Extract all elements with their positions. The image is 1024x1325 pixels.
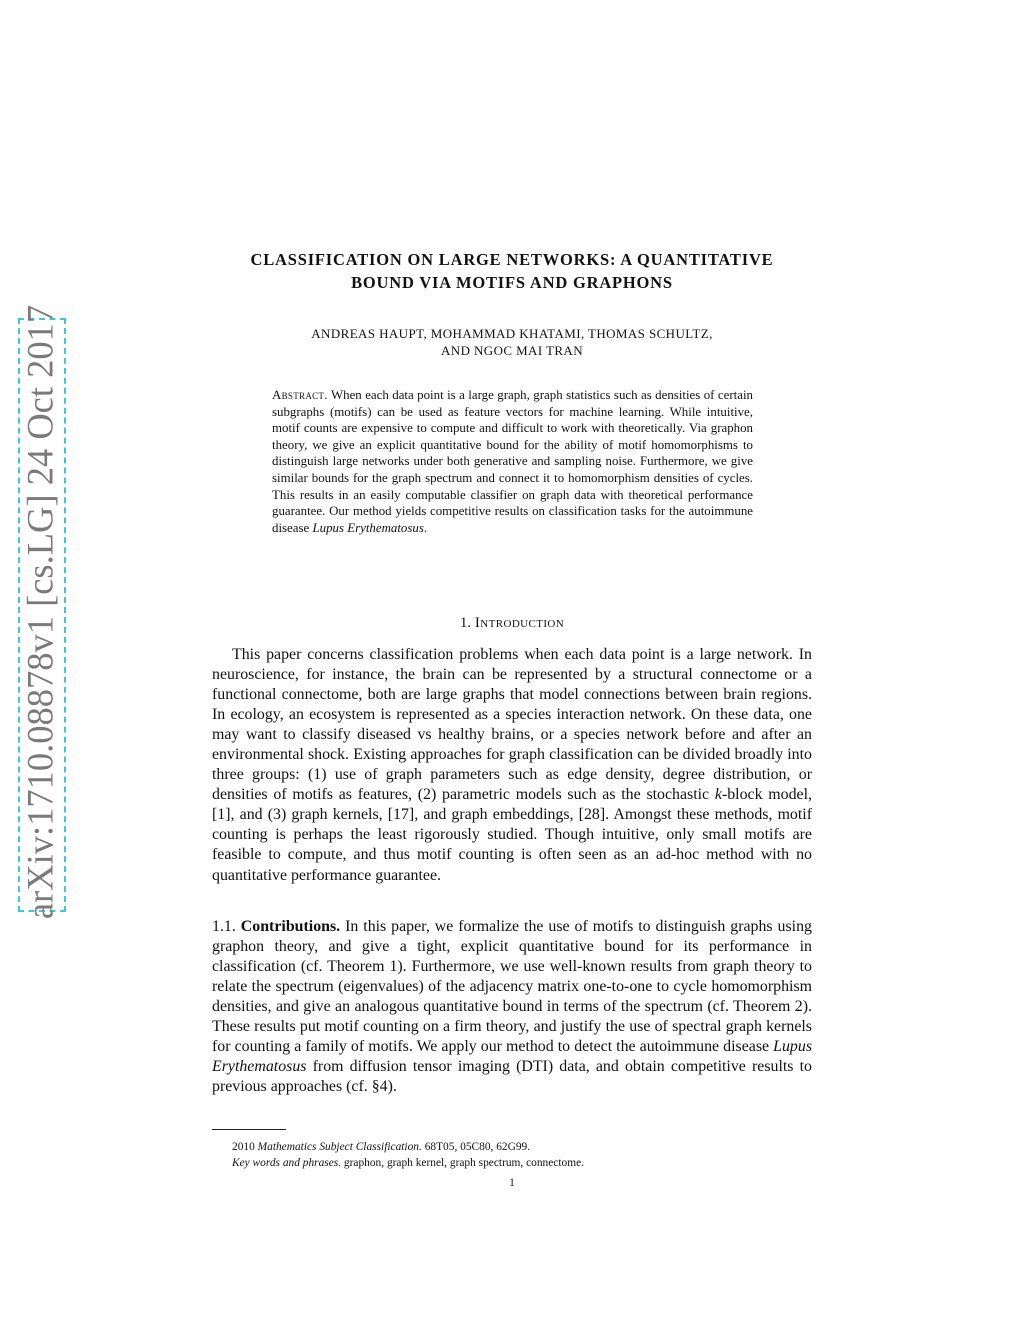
subsection-title: Contributions. <box>240 918 341 935</box>
author-list <box>212 325 812 359</box>
contributions-text-a: In this paper, we formalize the use of motifs to distinguish graphs using graphon theory, and give a tight, explicit quantitative bound for its performance in classification (cf. Theorem 1). Furthermore, we use well-known results from graph theory to relate the spectrum (eigenvalues) of the adjacency matrix one-to-one to cycle homomorphism densities, and give an analogous quantitative bound in terms of the spectrum (cf. Theorem 2). These results put motif counting on a firm theory, and justify the use of spectral graph kernels for counting a family of motifs. We apply our method to detect the autoimmune disease <box>212 918 812 1056</box>
title-line-1: CLASSIFICATION ON LARGE NETWORKS: A QUANTITATIVE <box>250 250 774 269</box>
intro-paragraph <box>212 645 812 886</box>
footnote-keywords <box>232 1155 812 1171</box>
contributions-text-b: from diffusion tensor imaging (DTI) data, and obtain competitive results to previous approaches (cf. §4). <box>212 1058 812 1096</box>
msc-codes: 68T05, 05C80, 62G99. <box>424 1141 531 1153</box>
abstract <box>272 387 753 536</box>
msc-label: Mathematics Subject Classification. <box>257 1141 422 1153</box>
authors-line-2: AND NGOC MAI TRAN <box>441 343 583 358</box>
intro-text-b: -block model, [1], and (3) graph kernels, [17], and graph embeddings, [28]. Amongst these methods, motif counting is perhaps the least rigorously studied. Though intuitive, only small motifs are feasible to compute, and thus motif counting is often seen as an ad-hoc method with no quantitative performance guarantee. <box>212 786 812 884</box>
contributions-disease: Lupus Erythematosus <box>212 1038 812 1076</box>
abstract-label: Abstract. <box>272 388 328 402</box>
footnote-rule <box>212 1129 286 1130</box>
abstract-end: . <box>423 520 428 535</box>
intro-text-a: This paper concerns classification problems when each data point is a large network. In neuroscience, for instance, the brain can be represented by a structural connectome or a functional connectome, both are large graphs that model connections between brain regions. In ecology, an ecosystem is represented as a species interaction network. On these data, one may want to classify diseased vs healthy brains, or a species network before and after an environmental shock. Existing approaches for graph classification can be divided broadly into three groups: (1) use of graph parameters such as edge density, degree distribution, or densities of motifs as features, (2) parametric models such as the stochastic <box>212 646 812 804</box>
section-title: Introduction <box>474 615 565 631</box>
abstract-text: When each data point is a large graph, graph statistics such as densities of certain subgraphs (motifs) can be used as feature vectors for machine learning. While intuitive, motif counts are expensive to compute and difficult to work with theoretically. Via graphon theory, we give an explicit quantitative bound for the ability of motif homomorphisms to distinguish large networks under both generative and sampling noise. Furthermore, we give similar bounds for the graph spectrum and connect it to homomorphism densities of cycles. This results in an easily computable classifier on graph data with theoretical performance guarantee. Our method yields competitive results on classification tasks for the autoimmune disease <box>272 388 753 535</box>
paper-title <box>212 248 812 294</box>
msc-year: 2010 <box>232 1141 255 1153</box>
footnote-msc <box>232 1139 812 1155</box>
authors-line-1: ANDREAS HAUPT, MOHAMMAD KHATAMI, THOMAS SCHULTZ, <box>311 326 713 341</box>
keywords-text: graphon, graph kernel, graph spectrum, connectome. <box>343 1157 584 1169</box>
section-number: 1. <box>459 615 472 631</box>
keywords-label: Key words and phrases. <box>232 1157 342 1169</box>
abstract-disease: Lupus Erythematosus <box>312 520 424 535</box>
title-line-2: BOUND VIA MOTIFS AND GRAPHONS <box>351 273 673 292</box>
arxiv-stamp[interactable]: arXiv:1710.08878v1 [cs.LG] 24 Oct 2017 <box>19 304 61 920</box>
intro-k-symbol: k <box>714 786 722 804</box>
section-heading-introduction <box>212 615 812 632</box>
page-number: 1 <box>509 1177 515 1189</box>
contributions-paragraph <box>212 917 812 1097</box>
subsection-number: 1.1. <box>212 918 236 935</box>
